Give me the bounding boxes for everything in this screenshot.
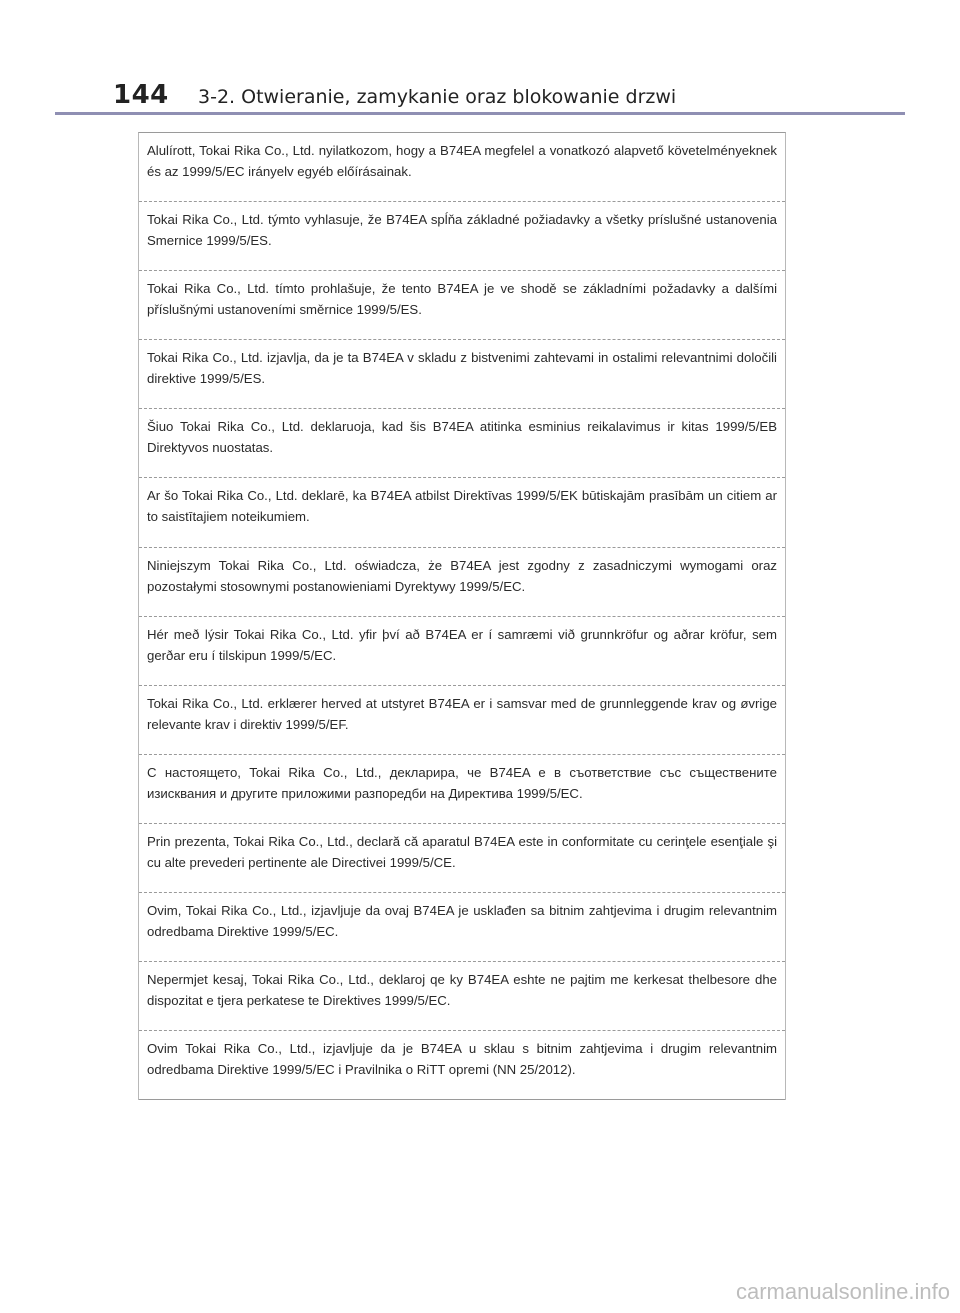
page-header <box>0 0 960 120</box>
declaration-bosnian: Ovim, Tokai Rika Co., Ltd., izjavljuje da ovaj B74EA je usklađen sa bitnim zahtjevima i drugim relevantnim odredbama Direktive 1999/5/EC. <box>139 893 785 962</box>
declaration-latvian: Ar šo Tokai Rika Co., Ltd. deklarē, ka B74EA atbilst Direktīvas 1999/5/EK būtiskajām prasībām un citiem ar to saistītajiem noteikumiem. <box>139 478 785 547</box>
header-divider <box>55 112 905 115</box>
declaration-albanian: Nepermjet kesaj, Tokai Rika Co., Ltd., deklaroj qe ky B74EA eshte ne pajtim me kerkesat thelbesore dhe dispozitat e tjera perkatese te Direktives 1999/5/EC. <box>139 962 785 1031</box>
declaration-norwegian: Tokai Rika Co., Ltd. erklærer herved at utstyret B74EA er i samsvar med de grunnleggende krav og øvrige relevante krav i direktiv 1999/5/EF. <box>139 686 785 755</box>
declaration-slovak: Tokai Rika Co., Ltd. týmto vyhlasuje, že B74EA spĺňa základné požiadavky a všetky príslušné ustanovenia Smernice 1999/5/ES. <box>139 202 785 271</box>
declaration-lithuanian: Šiuo Tokai Rika Co., Ltd. deklaruoja, kad šis B74EA atitinka esminius reikalavimus ir kitas 1999/5/EB Direktyvos nuostatas. <box>139 409 785 478</box>
page-number: 144 <box>113 80 169 110</box>
declaration-czech: Tokai Rika Co., Ltd. tímto prohlašuje, že tento B74EA je ve shodě se základními požadavky a dalšími příslušnými ustanoveními směrnice 1999/5/ES. <box>139 271 785 340</box>
declaration-croatian: Ovim Tokai Rika Co., Ltd., izjavljuje da je B74EA u sklau s bitnim zahtjevima i drugim relevantnim odredbama Direktive 1999/5/EC i Pravilnika o RiTT opremi (NN 25/2012). <box>139 1031 785 1100</box>
watermark-text: carmanualsonline.info <box>735 1279 950 1304</box>
declaration-bulgarian: С настоящето, Tokai Rika Co., Ltd., декларира, че B74EA е в съответствие със съществените изисквания и другите приложими разпоредби на Директива 1999/5/ЕС. <box>139 755 785 824</box>
declaration-romanian: Prin prezenta, Tokai Rika Co., Ltd., declară că aparatul B74EA este in conformitate cu cerinţele esenţiale şi cu alte prevederi pertinente ale Directivei 1999/5/CE. <box>139 824 785 893</box>
declaration-slovenian: Tokai Rika Co., Ltd. izjavlja, da je ta B74EA v skladu z bistvenimi zahtevami in ostalimi relevantnimi določili direktive 1999/5/ES. <box>139 340 785 409</box>
declaration-hungarian: Alulírott, Tokai Rika Co., Ltd. nyilatkozom, hogy a B74EA megfelel a vonatkozó alapvető követelményeknek és az 1999/5/EC irányelv egyéb előírásainak. <box>139 133 785 202</box>
declaration-icelandic: Hér með lýsir Tokai Rika Co., Ltd. yfir því að B74EA er í samræmi við grunnkröfur og aðrar kröfur, sem gerðar eru í tilskipun 1999/5/EC. <box>139 617 785 686</box>
section-title: 3-2. Otwieranie, zamykanie oraz blokowanie drzwi <box>198 86 677 108</box>
declaration-polish: Niniejszym Tokai Rika Co., Ltd. oświadcza, że B74EA jest zgodny z zasadniczymi wymogami oraz pozostałymi stosownymi postanowieniami Dyrektywy 1999/5/EC. <box>139 548 785 617</box>
declarations-table <box>138 132 786 1100</box>
